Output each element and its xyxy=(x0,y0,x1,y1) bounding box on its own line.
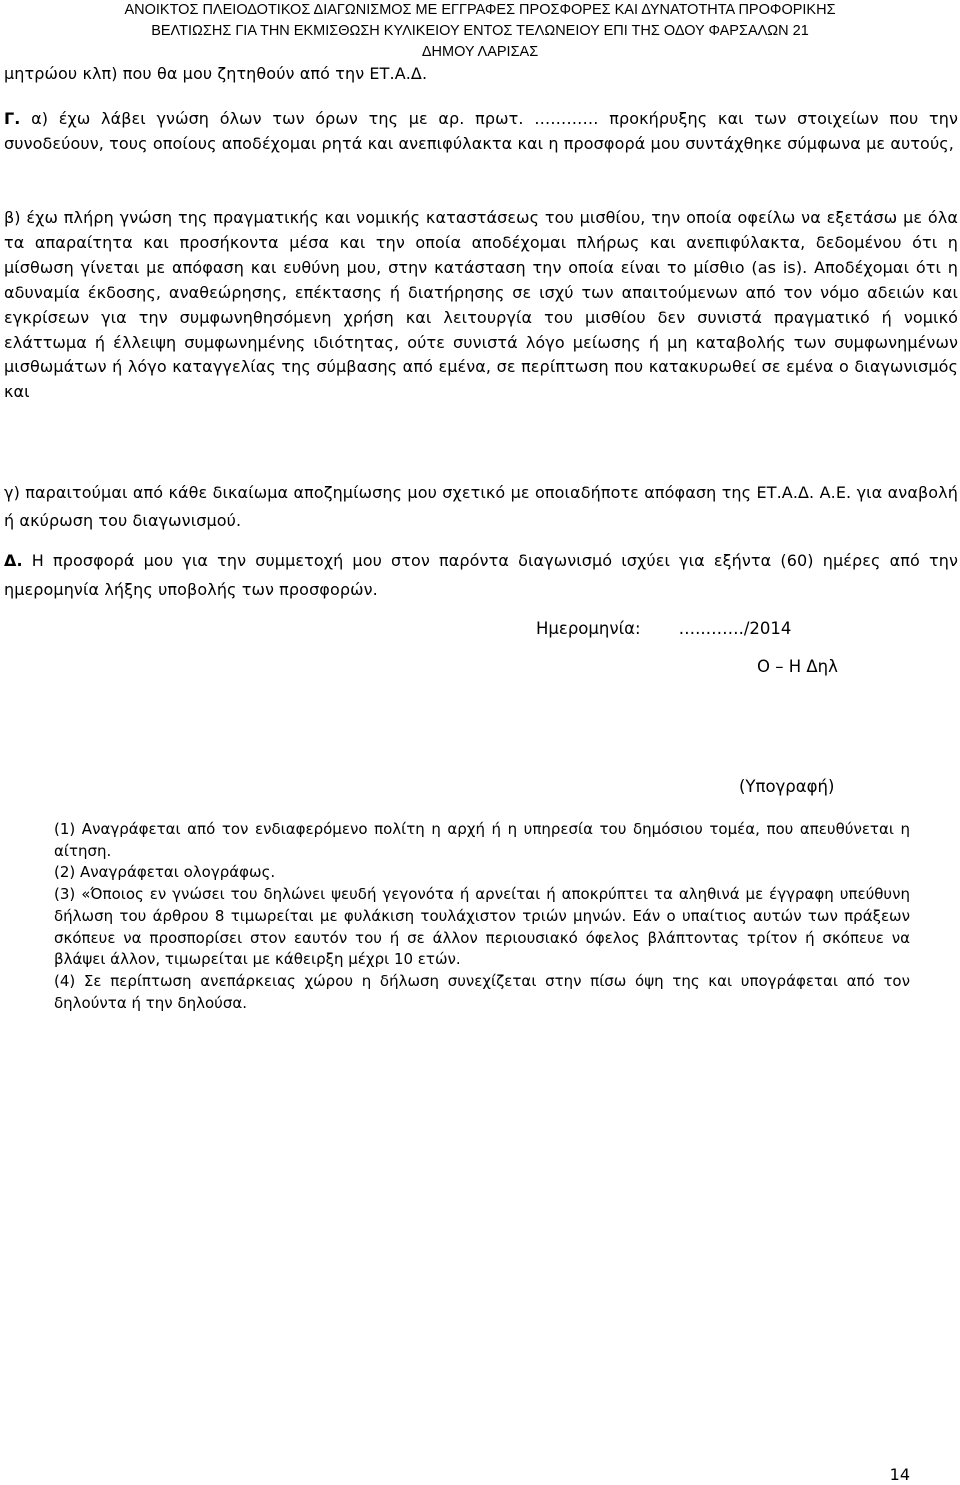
declarant-label: Ο – Η Δηλ xyxy=(757,657,838,676)
page-number: 14 xyxy=(889,1465,910,1484)
header-line-3: ΔΗΜΟΥ ΛΑΡΙΣΑΣ xyxy=(421,44,539,60)
footnote-2: (2) Αναγράφεται ολογράφως. xyxy=(54,863,276,882)
paragraph-beta: β) έχω πλήρη γνώση της πραγματικής και νομικής καταστάσεως του μισθίου, την οποία οφείλω να εξετάσω με όλα τα απαραίτητα και προσήκοντα μέσα και την οποία αποδέχομαι πλήρως και ανεπιφύλακτα, δεδομένου ότι η μίσθωση γίνεται με απόφαση και ευθύνη μου, στην κατάσταση την οποία είναι το μίσθιο (as is). Αποδέχομαι ότι η αδυναμία έκδοσης, αναθεώρησης, επέκτασης ή διατήρησης σε ισχύ των απαιτούμενων από τον νόμο αδειών και εγκρίσεων για την συμφωνηθησόμενη χρήση και λειτουργία του μισθίου δεν συνιστά πραγματικό ή νομικό ελάττωμα ή έλλειψη συμφωνημένης ιδιότητας, ούτε συνιστά λόγο μείωσης ή μη καταβολής των συμφωνημένων μισθωμάτων ή λόγο καταγγελίας της σύμβασης από εμένα, σε περίπτωση που κατακυρωθεί σε εμένα ο διαγωνισμός και xyxy=(4,208,958,402)
paragraph-gamma2: γ) παραιτούμαι από κάθε δικαίωμα αποζημίωσης μου σχετικό με οποιαδήποτε απόφαση της ΕΤ.Α.Δ. Α.Ε. για αναβολή ή ακύρωση του διαγωνισμού. xyxy=(4,483,958,530)
date-value: …..……./2014 xyxy=(678,619,792,638)
paragraph-gamma xyxy=(4,106,958,156)
paragraph-gamma-label: Γ. xyxy=(4,109,21,128)
footnote-1: (1) Αναγράφεται από τον ενδιαφερόμενο πολίτη η αρχή ή η υπηρεσία του δημόσιου τομέα, που απευθύνεται η αίτηση. xyxy=(54,820,910,860)
footnote-3: (3) «Όποιος εν γνώσει του δηλώνει ψευδή γεγονότα ή αρνείται ή αποκρύπτει τα αληθινά με έγγραφη υπεύθυνη δήλωση του άρθρου 8 τιμωρείται με φυλάκιση τουλάχιστον τριών μηνών. Εάν ο υπαίτιος αυτών των πράξεων σκόπευε να προσπορίσει στον εαυτόν του ή σε άλλον περιουσιακό όφελος βλάπτοντας τρίτον ή σκόπευε να βλάψει άλλον, τιμωρείται με κάθειρξη μέχρι 10 ετών. xyxy=(54,885,910,969)
footnotes xyxy=(54,819,910,1014)
intro-line: μητρώου κλπ) που θα μου ζητηθούν από την ΕΤ.Α.Δ. xyxy=(4,64,428,83)
paragraph-delta xyxy=(4,546,958,604)
footnote-4: (4) Σε περίπτωση ανεπάρκειας χώρου η δήλωση συνεχίζεται στην πίσω όψη της και υπογράφεται από τον δηλούντα ή την δηλούσα. xyxy=(54,971,910,1012)
paragraph-delta-text: Η προσφορά μου για την συμμετοχή μου στον παρόντα διαγωνισμό ισχύει για εξήντα (60) ημέρες από την ημερομηνία λήξης υποβολής των προσφορών. xyxy=(4,551,958,599)
document-header xyxy=(0,0,960,63)
paragraph-gamma-text: α) έχω λάβει γνώση όλων των όρων της με αρ. πρωτ. ………… προκήρυξης και των στοιχείων που την συνοδεύουν, τους οποίους αποδέχομαι ρητά και ανεπιφύλακτα και η προσφορά μου συντάχθηκε σύμφωνα με αυτούς, xyxy=(4,109,958,153)
date-label: Ημερομηνία: xyxy=(536,619,641,638)
header-line-1: ΑΝΟΙΚΤΟΣ ΠΛΕΙΟΔΟΤΙΚΟΣ ΔΙΑΓΩΝΙΣΜΟΣ ΜΕ ΕΓΓΡΑΦΕΣ ΠΡΟΣΦΟΡΕΣ ΚΑΙ ΔΥΝΑΤΟΤΗΤΑ ΠΡΟΦΟΡΙΚΗΣ xyxy=(124,2,836,18)
header-line-2: ΒΕΛΤΙΩΣΗΣ ΓΙΑ ΤΗΝ ΕΚΜΙΣΘΩΣΗ ΚΥΛΙΚΕΙΟΥ ΕΝΤΟΣ ΤΕΛΩΝΕΙΟΥ ΕΠΙ ΤΗΣ ΟΔΟΥ ΦΑΡΣΑΛΩΝ 21 xyxy=(151,23,809,39)
paragraph-delta-label: Δ. xyxy=(4,551,23,570)
date-line xyxy=(536,619,791,638)
signature-label: (Υπογραφή) xyxy=(739,777,835,796)
